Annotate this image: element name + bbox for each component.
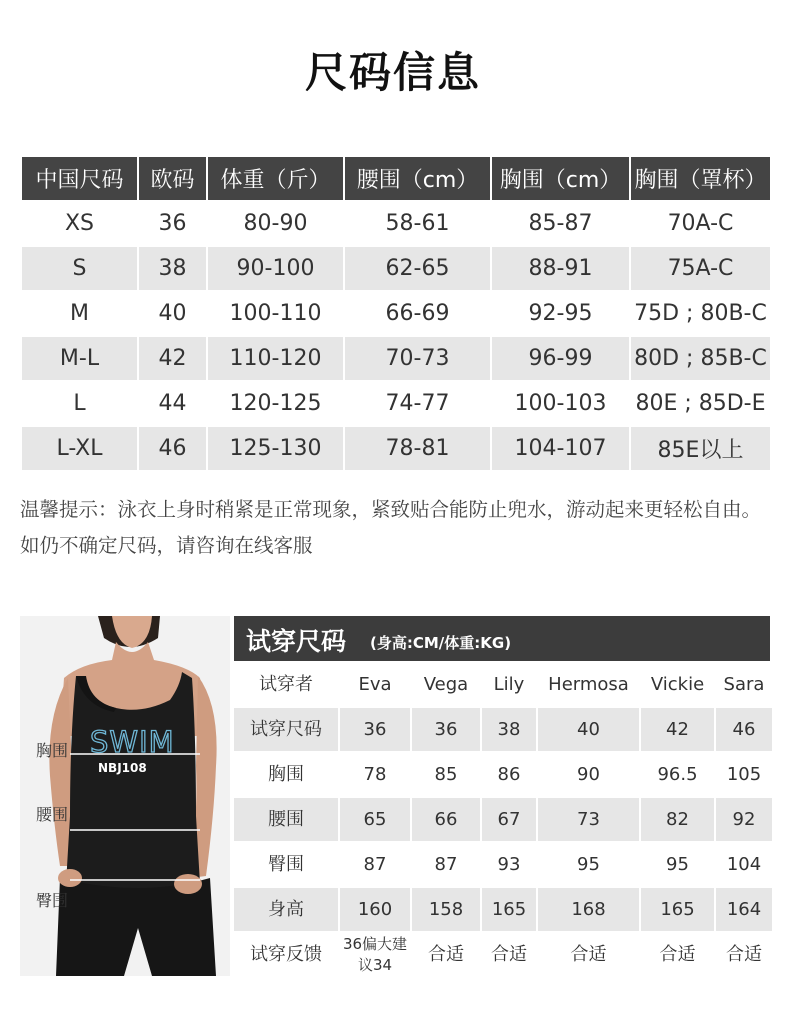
cell: M (70, 301, 89, 326)
row-header: 腰围 (234, 798, 338, 841)
cell: 165 (482, 888, 536, 931)
tryon-table (232, 661, 774, 978)
cell: 82 (641, 798, 714, 841)
table-row (22, 382, 770, 425)
row-header: 臀围 (268, 853, 304, 875)
cell: XS (64, 211, 95, 236)
cell: 92-95 (528, 301, 593, 326)
cell: 44 (158, 391, 187, 416)
cell: 36 (412, 708, 480, 751)
cell: Eva (358, 673, 392, 695)
row-header: 试穿反馈 (250, 943, 322, 965)
table-row (234, 708, 772, 751)
cell: 100-110 (229, 301, 322, 326)
tryon-header (234, 616, 770, 661)
table-row (22, 247, 770, 290)
table-row (22, 427, 770, 470)
table-row (234, 798, 772, 841)
cell: 70-73 (345, 337, 490, 380)
cell: 87 (363, 853, 387, 875)
row-header: 试穿者 (259, 673, 313, 695)
cell: 95 (577, 853, 600, 875)
cell: Vega (423, 673, 469, 695)
cell: 36 (340, 708, 410, 751)
table-row (22, 202, 770, 245)
hip-label: 臀围 (36, 891, 69, 910)
cell: Hermosa (548, 673, 629, 695)
cell: 合适 (726, 943, 762, 965)
cell: 90 (577, 763, 600, 785)
cell: 42 (641, 708, 714, 751)
cell: 74-77 (385, 391, 450, 416)
cell: 80D ; 85B-C (631, 337, 770, 380)
cell: 90-100 (208, 247, 343, 290)
cell: 80E ; 85D-E (635, 391, 766, 416)
cell: 120-125 (229, 391, 322, 416)
cell: 110-120 (208, 337, 343, 380)
cell: 合适 (491, 943, 527, 965)
table-row (234, 888, 772, 931)
cell: 67 (482, 798, 536, 841)
model-illustration (20, 616, 230, 976)
cell: 104-107 (492, 427, 629, 470)
cell: 40 (158, 301, 187, 326)
cell: 104 (726, 853, 762, 875)
cell: 合适 (570, 943, 607, 965)
cell: 95 (666, 853, 689, 875)
shirt-print-subtext: NBJ108 (98, 761, 147, 775)
cell: S (22, 247, 137, 290)
tryon-subtitle: (身高:CM/体重:KG) (370, 634, 512, 652)
cell: 96-99 (492, 337, 629, 380)
size-table (20, 155, 772, 472)
cell: 38 (139, 247, 206, 290)
header-cn-size: 中国尺码 (22, 157, 137, 200)
cell: 73 (538, 798, 639, 841)
waist-label: 腰围 (36, 805, 69, 824)
table-row (22, 337, 770, 380)
cell: 42 (139, 337, 206, 380)
cell: 66-69 (385, 301, 450, 326)
cell: 92 (716, 798, 772, 841)
cell: 75D ; 80B-C (634, 301, 767, 326)
table-row (234, 933, 772, 976)
cell: 36偏大建议34 (342, 934, 408, 974)
cell: 165 (641, 888, 714, 931)
cell: 36 (158, 211, 187, 236)
cell: 168 (538, 888, 639, 931)
cell: 158 (412, 888, 480, 931)
tryon-title: 试穿尺码 (246, 627, 347, 656)
row-header: 胸围 (268, 763, 304, 785)
cell: M-L (22, 337, 137, 380)
cell: 100-103 (514, 391, 607, 416)
cell: 78-81 (345, 427, 490, 470)
cell: 46 (139, 427, 206, 470)
cell: L (73, 391, 86, 416)
cell: 46 (716, 708, 772, 751)
cell: 85E以上 (631, 427, 770, 470)
cell: 105 (726, 763, 762, 785)
cell: 75A-C (631, 247, 770, 290)
header-waist: 腰围（cm） (345, 157, 490, 200)
cell: 85 (434, 763, 458, 785)
row-header: 身高 (234, 888, 338, 931)
model-photo (20, 616, 230, 976)
cell: 93 (497, 853, 521, 875)
cell: 合适 (428, 943, 464, 965)
size-table-header (22, 157, 770, 200)
cell: 88-91 (492, 247, 629, 290)
cell: 80-90 (243, 211, 308, 236)
header-eu-size: 欧码 (139, 157, 206, 200)
cell: 164 (716, 888, 772, 931)
cell: 合适 (659, 943, 696, 965)
cell: Sara (723, 673, 765, 695)
row-header: 试穿尺码 (234, 708, 338, 751)
size-tip: 温馨提示：泳衣上身时稍紧是正常现象，紧致贴合能防止兜水，游动起来更轻松自由。如仍不确定尺码，请咨询在线客服 (20, 498, 762, 557)
shirt-print-text: SWIM (90, 725, 175, 759)
table-row (234, 663, 772, 706)
cell: Lily (493, 673, 525, 695)
cell: 86 (497, 763, 521, 785)
cell: 38 (482, 708, 536, 751)
chest-label: 胸围 (36, 741, 69, 760)
table-row (234, 843, 772, 886)
page-title: 尺码信息 (304, 48, 481, 97)
cell: 85-87 (528, 211, 593, 236)
cell: 78 (363, 763, 387, 785)
cell: 65 (340, 798, 410, 841)
cell: 40 (538, 708, 639, 751)
cell: 160 (340, 888, 410, 931)
cell: 62-65 (345, 247, 490, 290)
header-chest: 胸围（cm） (492, 157, 629, 200)
cell: Vickie (650, 673, 705, 695)
cell: 58-61 (385, 211, 450, 236)
cell: 125-130 (208, 427, 343, 470)
cell: 96.5 (657, 763, 698, 785)
cell: 70A-C (667, 211, 734, 236)
table-row (22, 292, 770, 335)
cell: L-XL (22, 427, 137, 470)
cell: 66 (412, 798, 480, 841)
table-row (234, 753, 772, 796)
header-weight: 体重（斤） (208, 157, 343, 200)
cell: 87 (434, 853, 458, 875)
header-cup: 胸围（罩杯） (631, 157, 770, 200)
